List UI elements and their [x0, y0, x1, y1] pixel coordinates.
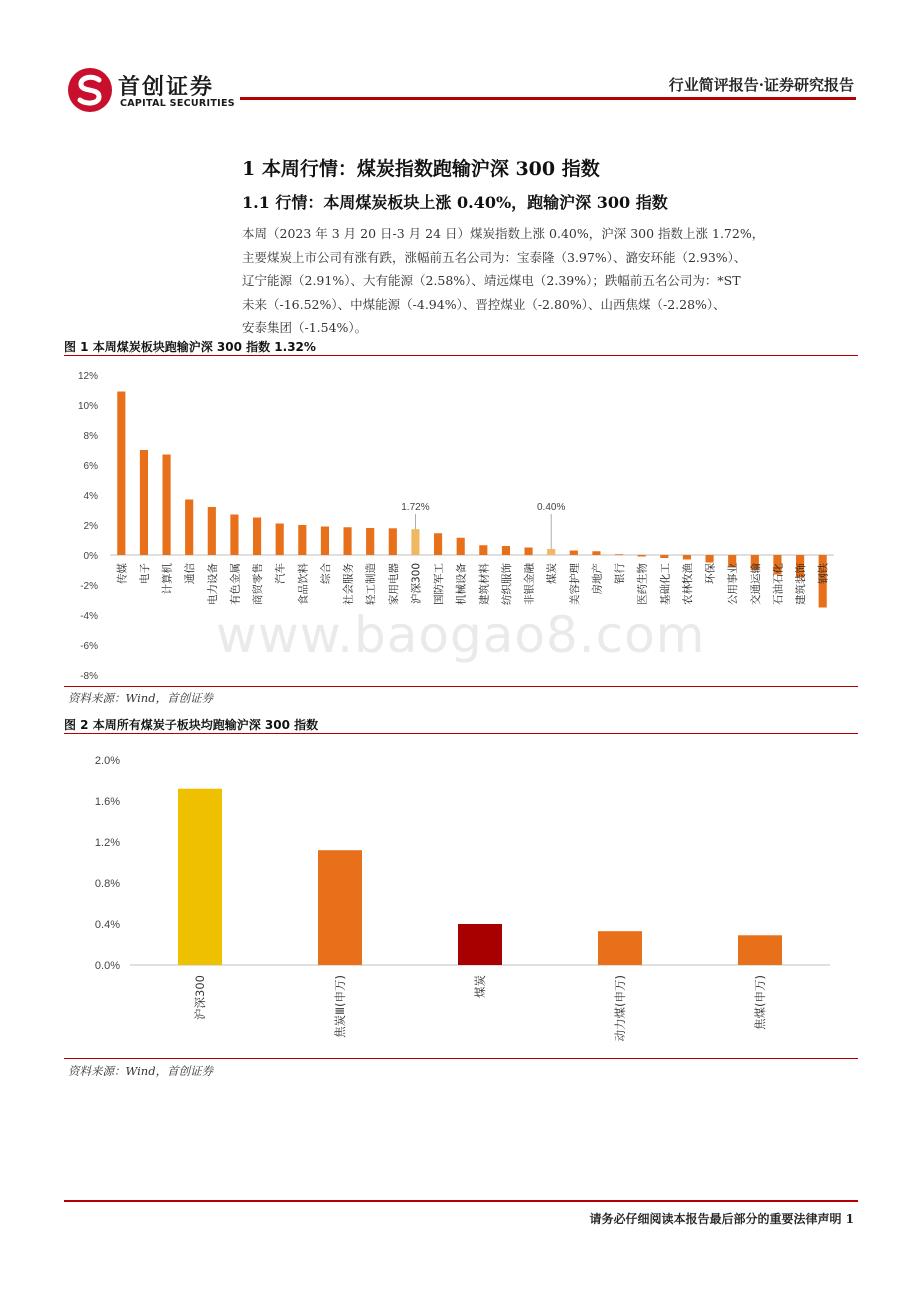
- category-label: 焦炭Ⅲ(申万): [333, 975, 347, 1038]
- bar-机械设备: [457, 538, 465, 555]
- bar-食品饮料: [298, 525, 306, 555]
- figure2-bottom-rule: [64, 1058, 858, 1059]
- bar-美容护理: [570, 551, 578, 556]
- bar-房地产: [592, 551, 600, 555]
- bar-焦煤(申万): [738, 935, 782, 965]
- category-label: 银行: [614, 563, 627, 584]
- category-label: 农林牧渔: [681, 563, 694, 605]
- category-label: 轻工制造: [365, 563, 378, 605]
- category-label: 商贸零售: [252, 563, 265, 605]
- logo-english-name: CAPITAL SECURITIES: [120, 98, 235, 109]
- category-label: 沪深300: [410, 563, 423, 605]
- bar-沪深300: [411, 529, 419, 555]
- y-tick-label: 12%: [77, 371, 98, 382]
- bar-沪深300: [178, 789, 222, 965]
- category-label: 汽车: [274, 563, 287, 584]
- category-label: 机械设备: [455, 563, 468, 605]
- paragraph-line: 未来（-16.52%）、中煤能源（-4.94%）、晋控煤业（-2.80%）、山西焦煤（-2.28%）、: [242, 296, 726, 312]
- bar-煤炭: [458, 924, 502, 965]
- y-tick-label: 4%: [83, 491, 98, 502]
- category-label: 综合: [319, 563, 332, 584]
- header-divider: [240, 97, 856, 100]
- y-tick-label: 1.2%: [94, 837, 120, 849]
- data-label-沪深300: 1.72%: [401, 502, 430, 513]
- bar-医药生物: [638, 555, 646, 557]
- footer-divider: [64, 1200, 858, 1202]
- paragraph-line: 本周（2023 年 3 月 20 日-3 月 24 日）煤炭指数上涨 0.40%，沪深 300 指数上涨 1.72%，: [242, 226, 765, 241]
- y-tick-label: 0.0%: [94, 960, 120, 972]
- data-label-煤炭: 0.40%: [537, 502, 566, 513]
- bar-环保: [705, 555, 713, 563]
- bar-汽车: [276, 524, 284, 556]
- bar-国防军工: [434, 533, 442, 555]
- category-label: 非银金融: [523, 563, 536, 605]
- category-label: 社会服务: [342, 563, 355, 605]
- bar-焦炭Ⅲ(申万): [318, 850, 362, 965]
- category-label: 石油石化: [772, 563, 785, 605]
- y-tick-label: 0.4%: [94, 919, 120, 931]
- category-label: 通信: [184, 563, 197, 584]
- section-heading: 1 本周行情：煤炭指数跑输沪深 300 指数: [242, 158, 600, 180]
- category-label: 食品饮料: [297, 563, 310, 605]
- category-label: 国防军工: [433, 563, 446, 605]
- bar-基础化工: [660, 555, 668, 558]
- logo-chinese-name: 首创证券: [118, 75, 215, 100]
- figure1-title: 图 1 本周煤炭板块跑输沪深 300 指数 1.32%: [64, 340, 316, 354]
- bar-非银金融: [524, 548, 532, 556]
- y-tick-label: -4%: [80, 611, 98, 622]
- category-label: 计算机: [161, 563, 174, 595]
- bar-建筑材料: [479, 545, 487, 555]
- bar-社会服务: [343, 527, 351, 555]
- category-label: 沪深300: [193, 975, 207, 1020]
- bar-计算机: [162, 455, 170, 556]
- y-tick-label: 10%: [77, 401, 98, 412]
- y-tick-label: 6%: [83, 461, 98, 472]
- category-label: 美容护理: [568, 563, 581, 605]
- bar-电力设备: [208, 507, 216, 555]
- coal-subsector-bar-chart: [64, 740, 858, 1058]
- bar-农林牧渔: [683, 555, 691, 560]
- category-label: 传媒: [116, 563, 129, 584]
- category-label: 有色金属: [229, 563, 242, 605]
- category-label: 房地产: [591, 563, 604, 595]
- figure2-title: 图 2 本周所有煤炭子板块均跑输沪深 300 指数: [64, 718, 319, 732]
- category-label: 煤炭: [473, 975, 487, 998]
- weekly-summary-paragraph: [242, 222, 862, 340]
- category-label: 基础化工: [659, 563, 672, 605]
- figure1-top-rule: [64, 355, 858, 356]
- watermark: www.baogao8.com: [216, 606, 706, 664]
- category-label: 煤炭: [546, 563, 559, 584]
- category-label: 家用电器: [387, 563, 400, 605]
- capital-securities-logo-icon: [66, 66, 114, 114]
- y-tick-label: -2%: [80, 581, 98, 592]
- bar-商贸零售: [253, 518, 261, 556]
- category-label: 医药生物: [636, 563, 649, 605]
- figure2-source: 资料来源：Wind，首创证券: [68, 1064, 214, 1078]
- figure2-top-rule: [64, 733, 858, 734]
- category-label: 公用事业: [727, 563, 740, 605]
- bar-银行: [615, 554, 623, 555]
- y-tick-label: 2.0%: [94, 755, 120, 767]
- report-type-label: 行业简评报告·证券研究报告: [668, 76, 854, 94]
- category-label: 动力煤(申万): [613, 975, 627, 1042]
- footer-disclaimer: 请务必仔细阅读本报告最后部分的重要法律声明 1: [589, 1212, 854, 1226]
- y-tick-label: 2%: [83, 521, 98, 532]
- bar-通信: [185, 500, 193, 556]
- bar-传媒: [117, 392, 125, 556]
- category-label: 焦煤(申万): [753, 975, 767, 1030]
- bar-电子: [140, 450, 148, 555]
- figure1-bottom-rule: [64, 686, 858, 687]
- figure1-source: 资料来源：Wind，首创证券: [68, 691, 214, 705]
- category-label: 纺织服饰: [500, 563, 513, 605]
- y-tick-label: 1.6%: [94, 796, 120, 808]
- bar-纺织服饰: [502, 546, 510, 555]
- y-tick-label: 8%: [83, 431, 98, 442]
- y-tick-label: 0%: [83, 551, 98, 562]
- bar-综合: [321, 527, 329, 556]
- category-label: 电力设备: [206, 563, 219, 605]
- bar-煤炭: [547, 549, 555, 555]
- bar-轻工制造: [366, 528, 374, 555]
- bar-有色金属: [230, 515, 238, 556]
- y-tick-label: -8%: [80, 671, 98, 682]
- paragraph-line: 主要煤炭上市公司有涨有跌，涨幅前五名公司为：宝泰隆（3.97%）、潞安环能（2.93%）、: [242, 249, 747, 265]
- subsection-heading: 1.1 行情：本周煤炭板块上涨 0.40%，跑输沪深 300 指数: [242, 193, 668, 212]
- paragraph-line: 辽宁能源（2.91%）、大有能源（2.58%）、靖远煤电（2.39%）；跌幅前五名公司为：*ST: [242, 273, 741, 288]
- category-label: 建筑装饰: [795, 563, 808, 605]
- bar-家用电器: [389, 528, 397, 555]
- bar-动力煤(申万): [598, 931, 642, 965]
- y-tick-label: -6%: [80, 641, 98, 652]
- category-label: 钢铁: [817, 563, 830, 584]
- category-label: 环保: [704, 563, 717, 584]
- paragraph-line: 安泰集团（-1.54%）。: [242, 320, 368, 335]
- category-label: 电子: [138, 563, 151, 584]
- category-label: 交通运输: [749, 563, 762, 605]
- y-tick-label: 0.8%: [94, 878, 120, 890]
- category-label: 建筑材料: [478, 563, 491, 605]
